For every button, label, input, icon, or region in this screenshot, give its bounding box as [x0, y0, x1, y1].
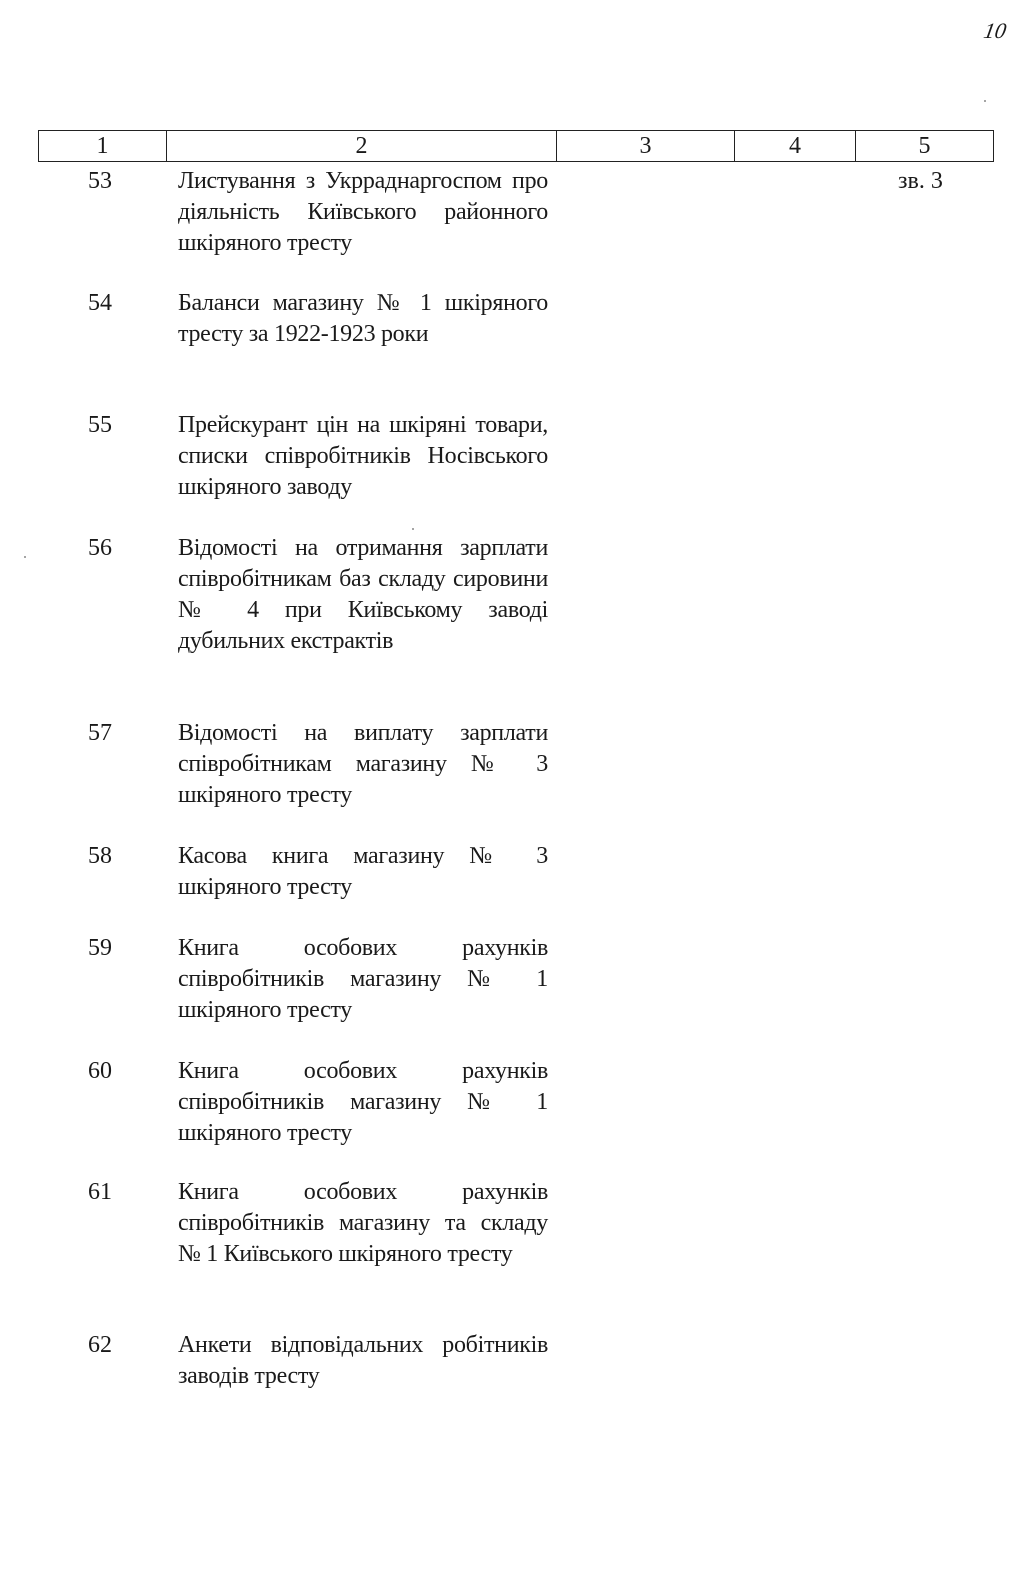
scan-speck [24, 556, 26, 558]
item-number: 55 [88, 412, 112, 438]
header-col-1: 1 [39, 131, 167, 162]
item-title: Книга особових рахунків співробітників магазину та складу № 1 Київського шкіряного тресту [178, 1179, 548, 1267]
item-title: Касова книга магазину № 3 шкіряного тресту [178, 843, 548, 900]
item-title: Книга особових рахунків співробітників магазину № 1 шкіряного тресту [178, 935, 548, 1023]
item-number: 59 [88, 935, 112, 961]
item-title: Відомості на виплату зарплати співробітникам магазину № 3 шкіряного тресту [178, 720, 548, 808]
header-col-2: 2 [167, 131, 557, 162]
item-title: Анкети відповідальних робітників заводів тресту [178, 1332, 548, 1389]
item-number: 54 [88, 290, 112, 316]
item-sheets: зв. 3 [898, 168, 943, 194]
scan-speck [412, 528, 414, 530]
item-number: 58 [88, 843, 112, 869]
header-col-3: 3 [557, 131, 735, 162]
item-title: Відомості на отримання зарплати співробітникам баз складу сировини № 4 при Київському заводі дубильних екстрактів [178, 535, 548, 654]
item-number: 60 [88, 1058, 112, 1084]
table-header [38, 130, 994, 162]
scan-speck [984, 100, 986, 102]
page-number: 10 [981, 18, 1009, 43]
item-title: Книга особових рахунків співробітників магазину № 1 шкіряного тресту [178, 1058, 548, 1146]
item-number: 61 [88, 1179, 112, 1205]
item-title: Прейскурант цін на шкіряні товари, списки співробітників Носівського шкіряного заводу [178, 412, 548, 500]
header-col-5: 5 [856, 131, 994, 162]
item-title: Баланси магазину № 1 шкіряного тресту за 1922-1923 роки [178, 290, 548, 347]
header-col-4: 4 [735, 131, 856, 162]
item-number: 62 [88, 1332, 112, 1358]
item-title: Листування з Укрраднаргоспом про діяльність Київського районного шкіряного тресту [178, 168, 548, 256]
item-number: 56 [88, 535, 112, 561]
item-number: 53 [88, 168, 112, 194]
item-number: 57 [88, 720, 112, 746]
